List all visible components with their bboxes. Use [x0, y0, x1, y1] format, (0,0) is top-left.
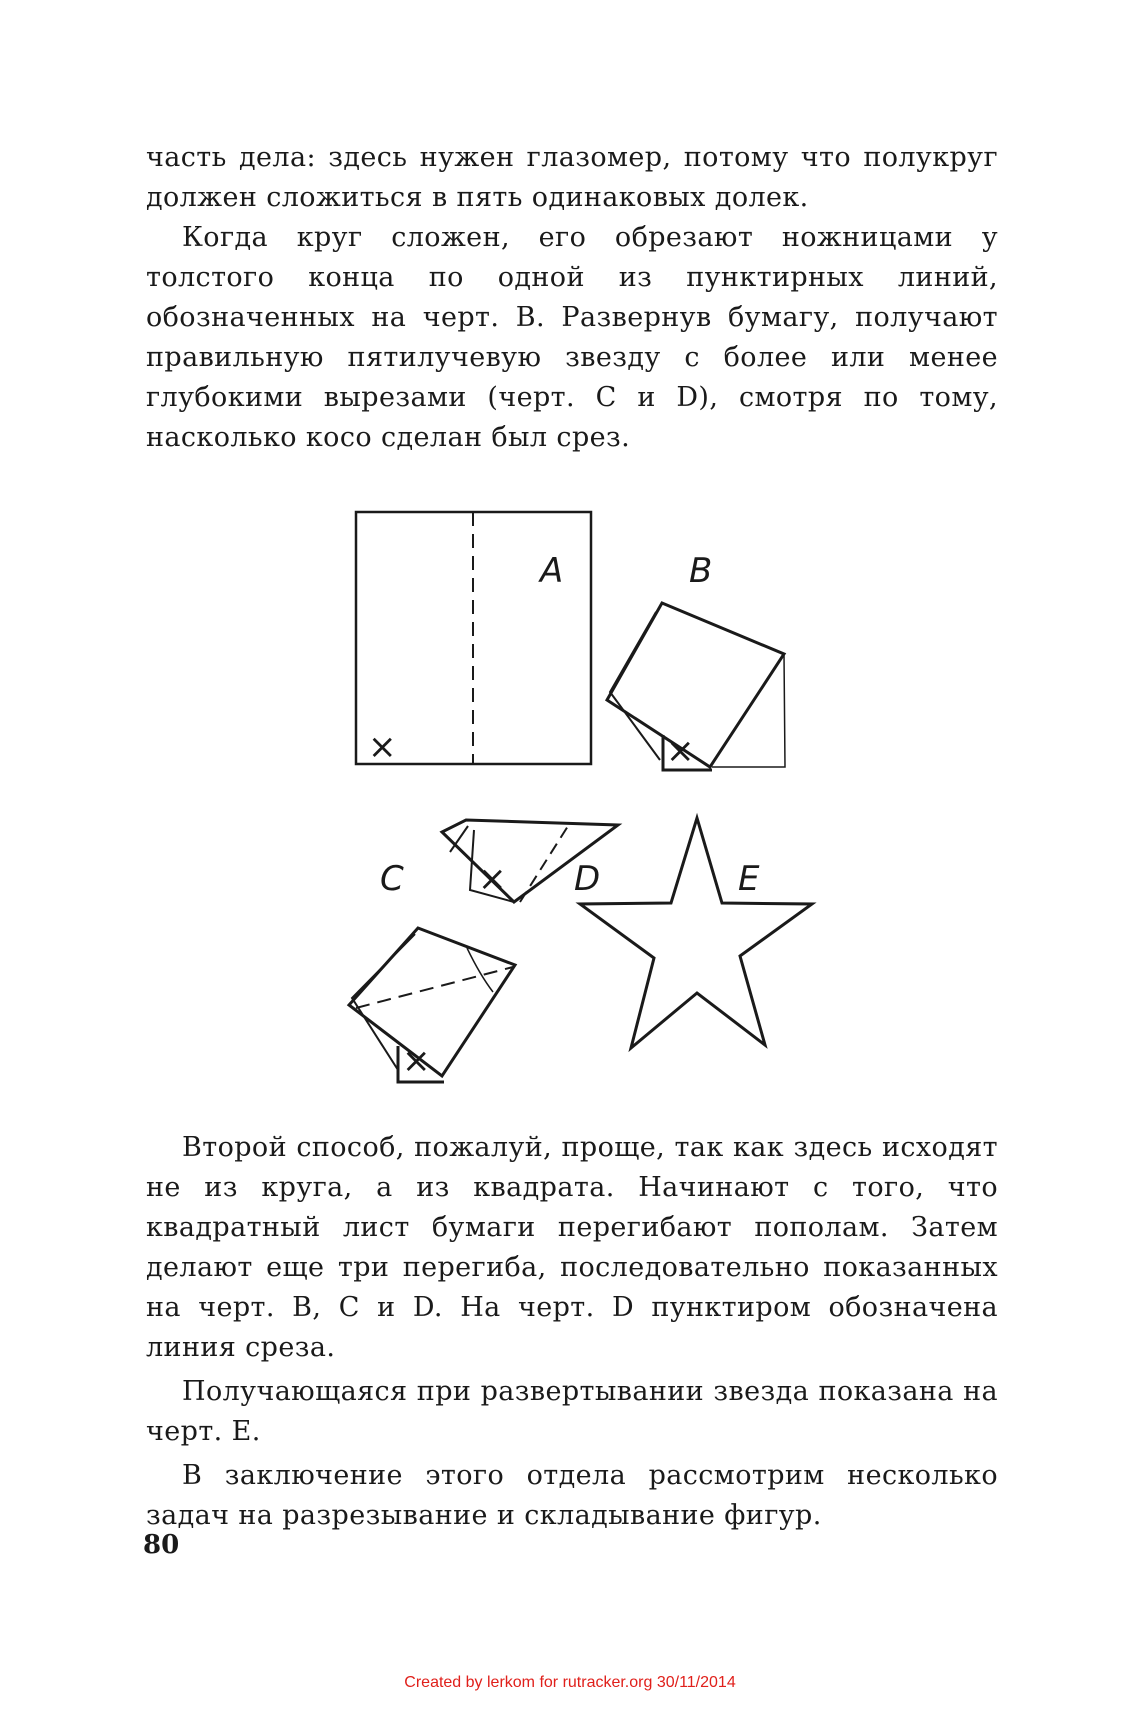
paragraph-conclusion: В заключение этого отдела рассмотрим несколько задач на разрезывание и складывание фигур.	[146, 1460, 998, 1531]
fold-mark-a: ×	[368, 727, 397, 767]
figure-b	[607, 551, 785, 771]
figure-a	[356, 512, 591, 767]
star-shape	[580, 818, 812, 1048]
fold-mark-c: ×	[478, 859, 507, 899]
fold-mark-c2: ×	[402, 1041, 431, 1081]
label-d: D	[574, 859, 601, 899]
label-e: E	[738, 859, 760, 899]
fold-mark-b: ×	[666, 731, 695, 771]
page-number: 80	[143, 1530, 180, 1560]
paragraph-star-result: Получающаяся при развертывании звезда показана на черт. E.	[146, 1376, 998, 1447]
label-a: A	[540, 551, 564, 591]
label-c: C	[380, 859, 404, 899]
watermark-note: Created by lerkom for rutracker.org 30/11/2014	[404, 1674, 736, 1691]
paragraph-circle-cut: Когда круг сложен, его обрезают ножницами у толстого конца по одной из пунктирных линий, обозначенных на черт. B. Развернув бумагу, получают правильную пятилучевую звезду с более или менее глубокими вырезами (черт. C и D), смотря по тому, насколько косо сделан был срез.	[146, 222, 998, 453]
paragraph-continuation: часть дела: здесь нужен глазомер, потому что полукруг должен сложиться в пять одинаковых долек.	[146, 142, 998, 213]
bottom-text-block	[146, 1128, 998, 1536]
figure-e	[580, 818, 812, 1048]
paragraph-second-method: Второй способ, пожалуй, проще, так как здесь исходят не из круга, а из квадрата. Начинают с того, что квадратный лист бумаги перегибают пополам. Затем делают еще три перегиба, последовательно показанных на черт. B, C и D. На черт. D пунктиром обозначена линия среза.	[146, 1132, 998, 1363]
figure-cd	[349, 820, 618, 1082]
label-b: B	[689, 551, 713, 591]
